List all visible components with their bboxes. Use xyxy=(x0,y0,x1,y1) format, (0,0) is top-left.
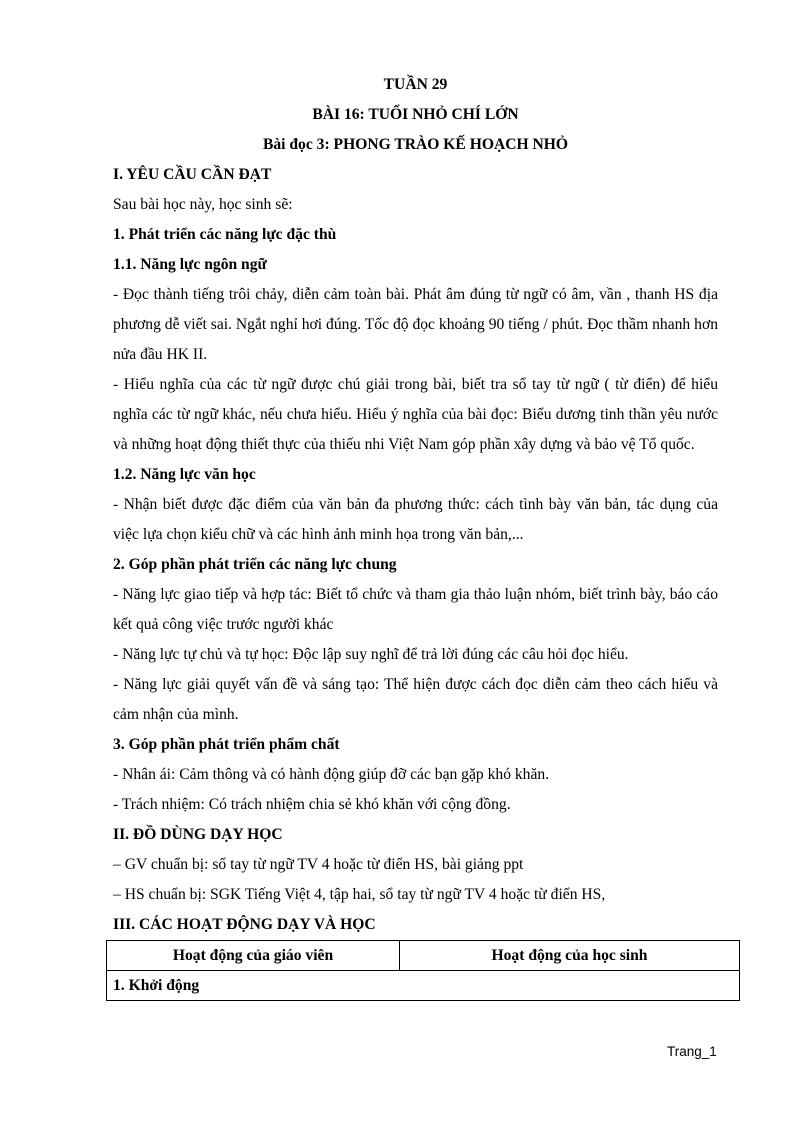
warmup-row-label: 1. Khởi động xyxy=(107,971,740,1001)
section2-paragraph-1: – GV chuẩn bị: sổ tay từ ngữ TV 4 hoặc từ điển HS, bài giảng ppt xyxy=(113,856,524,873)
sub2-paragraph-1: - Năng lực giao tiếp và hợp tác: Biết tổ chức và tham gia thảo luận nhóm, biết trình bày, báo cáo kết quả công việc trước người khác xyxy=(113,586,718,633)
section3-title: III. CÁC HOẠT ĐỘNG DẠY VÀ HỌC xyxy=(113,916,376,933)
sub2-paragraph-3: - Năng lực giải quyết vấn đề và sáng tạo: Thể hiện được cách đọc diễn cảm theo cách hiểu và cảm nhận của mình. xyxy=(113,676,718,723)
sub11-paragraph-1: - Đọc thành tiếng trôi chảy, diễn cảm toàn bài. Phát âm đúng từ ngữ có âm, vần , thanh HS địa phương dễ viết sai. Ngắt nghỉ hơi đúng. Tốc độ đọc khoảng 90 tiếng / phút. Đọc thầm nhanh hơn nửa đầu HK II. xyxy=(113,286,718,363)
table-header-row xyxy=(107,941,740,971)
sub2-title: 2. Góp phần phát triển các năng lực chung xyxy=(113,556,397,573)
sub11-paragraph-2: - Hiểu nghĩa của các từ ngữ được chú giải trong bài, biết tra sổ tay từ ngữ ( từ điển) để hiểu nghĩa các từ ngữ khác, nếu chưa hiểu. Hiểu ý nghĩa của bài đọc: Biểu dương tinh thần yêu nước và những hoạt động thiết thực của thiếu nhi Việt Nam góp phần xây dựng và bảo vệ Tổ quốc. xyxy=(113,376,718,453)
section2-paragraph-2: – HS chuẩn bị: SGK Tiếng Việt 4, tập hai, sổ tay từ ngữ TV 4 hoặc từ điển HS, xyxy=(113,886,606,903)
sub2-paragraph-2: - Năng lực tự chủ và tự học: Độc lập suy nghĩ để trả lời đúng các câu hỏi đọc hiểu. xyxy=(113,646,629,663)
activities-table xyxy=(106,940,740,1001)
page-number: Trang_1 xyxy=(667,1044,717,1059)
week-heading: TUẦN 29 xyxy=(383,76,448,93)
sub11-title: 1.1. Năng lực ngôn ngữ xyxy=(113,256,267,273)
sub3-paragraph-1: - Nhân ái: Cảm thông và có hành động giúp đỡ các bạn gặp khó khăn. xyxy=(113,766,550,783)
section2-title: II. ĐỒ DÙNG DẠY HỌC xyxy=(113,826,283,843)
sub1-title: 1. Phát triển các năng lực đặc thù xyxy=(113,226,337,243)
sub3-paragraph-2: - Trách nhiệm: Có trách nhiệm chia sẻ khó khăn với cộng đồng. xyxy=(113,796,511,813)
section1-intro: Sau bài học này, học sinh sẽ: xyxy=(113,196,293,213)
document-page xyxy=(113,70,718,1001)
sub12-title: 1.2. Năng lực văn học xyxy=(113,466,256,483)
section1-title: I. YÊU CẦU CẦN ĐẠT xyxy=(113,166,272,183)
lesson-heading: BÀI 16: TUỔI NHỎ CHÍ LỚN xyxy=(312,106,519,123)
table-row xyxy=(107,971,740,1001)
sub12-paragraph-1: - Nhận biết được đặc điểm của văn bản đa phương thức: cách tình bày văn bản, tác dụng của việc lựa chọn kiểu chữ và các hình ảnh minh họa trong văn bản,... xyxy=(113,496,718,543)
reading-heading: Bài đọc 3: PHONG TRÀO KẾ HOẠCH NHỎ xyxy=(262,136,569,153)
sub3-title: 3. Góp phần phát triển phẩm chất xyxy=(113,736,340,753)
student-column-header: Hoạt động của học sinh xyxy=(400,941,740,971)
teacher-column-header: Hoạt động của giáo viên xyxy=(107,941,400,971)
